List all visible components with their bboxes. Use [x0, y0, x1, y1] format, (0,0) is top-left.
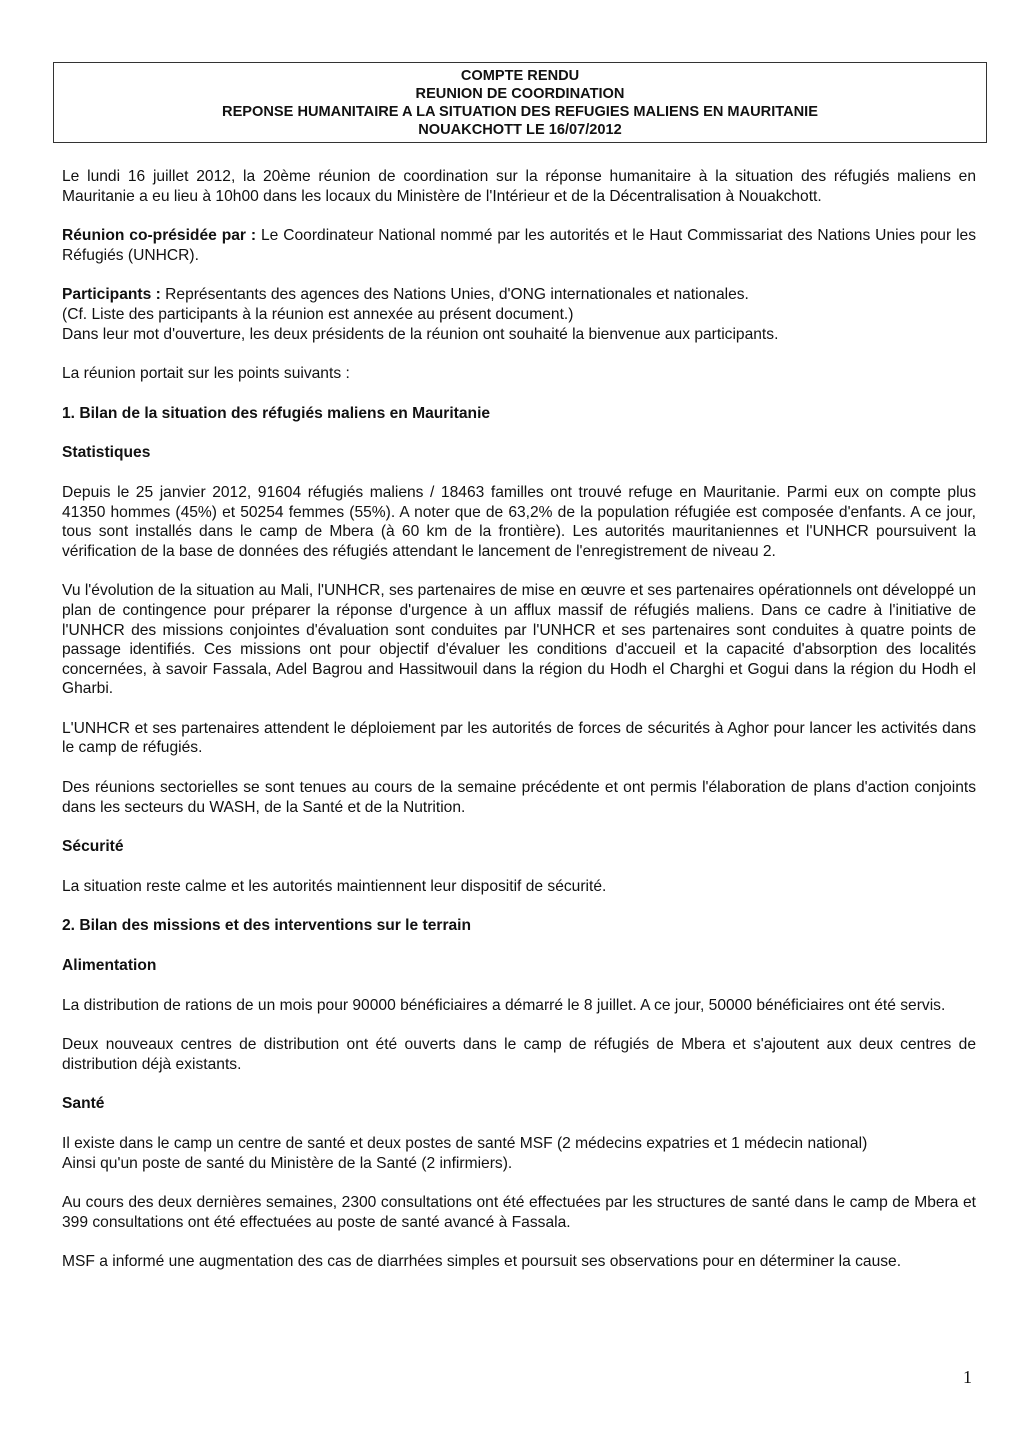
cochair-text: Le Coordinateur National nommé par les autorités et le Haut Commissariat des Nations Unies pour les Réfugiés (UNHCR).: [62, 227, 977, 264]
participants-welcome: Dans leur mot d'ouverture, les deux présidents de la réunion ont souhaité la bienvenue aux participants.: [62, 325, 779, 343]
alimentation-paragraph-1: La distribution de rations de un mois pour 90000 bénéficiaires a démarré le 8 juillet. A ce jour, 50000 bénéficiaires ont été servis.: [62, 996, 946, 1014]
statistiques-paragraph-2: Vu l'évolution de la situation au Mali, l'UNHCR, ses partenaires de mise en œuvre et ses partenaires opérationnels ont développé un plan de contingence pour préparer la réponse d'urgence à un afflux massif de réfugiés maliens. Dans ce cadre à l'initiative de l'UNHCR des missions conjointes d'évaluation sont conduites par l'UNHCR et ses partenaires sont conduites à quatre points de passage identifiés. Ces missions ont pour objectif d'évaluer les conditions d'accueil et la capacité d'absorption des localités concernées, à savoir Fassala, Adel Bagrou and Hassitwouil dans la région du Hodh el Charghi et Gogui dans la région du Hodh el Gharbi.: [62, 582, 976, 698]
title-line-reponse: REPONSE HUMANITAIRE A LA SITUATION DES REFUGIES MALIENS EN MAURITANIE: [222, 104, 818, 120]
cochair-label: Réunion co-présidée par :: [62, 227, 257, 245]
agenda-intro: La réunion portait sur les points suivants :: [62, 365, 350, 383]
participants-label: Participants :: [62, 286, 161, 304]
intro-paragraph: Le lundi 16 juillet 2012, la 20ème réunion de coordination sur la réponse humanitaire à la situation des réfugiés maliens en Mauritanie a eu lieu à 10h00 dans les locaux du Ministère de l'Intérieur et de la Décentralisation à Nouakchott.: [62, 168, 976, 205]
section-2-heading: 2. Bilan des missions et des interventions sur le terrain: [62, 917, 472, 935]
page-number: 1: [963, 1367, 972, 1387]
participants-note: (Cf. Liste des participants à la réunion est annexée au présent document.): [62, 305, 574, 323]
statistiques-paragraph-4: Des réunions sectorielles se sont tenues au cours de la semaine précédente et ont permis l'élaboration de plans d'action conjoints dans les secteurs du WASH, de la Santé et de la Nutrition.: [62, 779, 976, 816]
securite-heading: Sécurité: [62, 838, 124, 856]
sante-paragraph-1: [62, 1134, 976, 1173]
title-line-date: NOUAKCHOTT LE 16/07/2012: [418, 122, 622, 138]
cochair-paragraph: [62, 226, 976, 265]
title-line-compte-rendu: COMPTE RENDU: [460, 68, 580, 84]
sante-line-1: Il existe dans le camp un centre de santé et deux postes de santé MSF (2 médecins expatries et 1 médecin national): [62, 1135, 868, 1152]
title-line-reunion: REUNION DE COORDINATION: [415, 86, 625, 102]
sante-heading: Santé: [62, 1095, 105, 1113]
statistiques-paragraph-3: L'UNHCR et ses partenaires attendent le déploiement par les autorités de forces de sécurités à Aghor pour lancer les activités dans le camp de réfugiés.: [62, 719, 976, 757]
participants-line: [62, 285, 976, 305]
document-body: [62, 167, 976, 1292]
sante-line-2: Ainsi qu'un poste de santé du Ministère de la Santé (2 infirmiers).: [62, 1154, 513, 1172]
alimentation-paragraph-2: Deux nouveaux centres de distribution ont été ouverts dans le camp de réfugiés de Mbera et s'ajoutent aux deux centres de distribution déjà existants.: [62, 1036, 976, 1073]
participants-text: Représentants des agences des Nations Unies, d'ONG internationales et nationales.: [160, 286, 749, 304]
sante-paragraph-3: MSF a informé une augmentation des cas de diarrhées simples et poursuit ses observations pour en déterminer la cause.: [62, 1253, 902, 1271]
participants-paragraph: [62, 285, 976, 344]
statistiques-paragraph-1: Depuis le 25 janvier 2012, 91604 réfugiés maliens / 18463 familles ont trouvé refuge en Mauritanie. Parmi eux on compte plus 41350 hommes (45%) et 50254 femmes (55%). A noter que de 63,2% de la population réfugiée est composée d'enfants. A ce jour, tous sont installés dans le camp de Mbera (à 60 km de la frontière). Les autorités mauritaniennes et l'UNHCR poursuivent la vérification de la base de données des réfugiés attendant le lancement de l'enregistrement de niveau 2.: [62, 483, 976, 560]
statistiques-heading: Statistiques: [62, 444, 151, 462]
sante-paragraph-2: Au cours des deux dernières semaines, 2300 consultations ont été effectuées par les structures de santé dans le camp de Mbera et 399 consultations ont été effectuées au poste de santé avancé à Fassala.: [62, 1194, 976, 1231]
alimentation-heading: Alimentation: [62, 957, 157, 975]
section-1-heading: 1. Bilan de la situation des réfugiés maliens en Mauritanie: [62, 404, 491, 422]
securite-paragraph: La situation reste calme et les autorités maintiennent leur dispositif de sécurité.: [62, 877, 607, 895]
document-title-box: [53, 62, 987, 143]
